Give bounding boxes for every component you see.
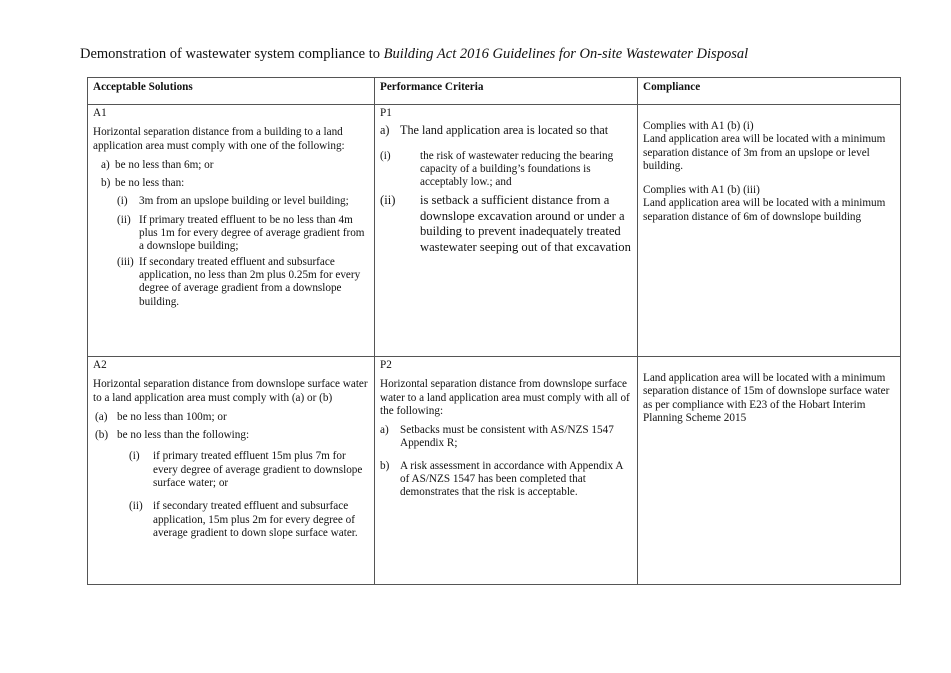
table-row xyxy=(88,105,901,357)
list-label: (i) xyxy=(380,149,391,162)
list-text: 3m from an upslope building or level building; xyxy=(139,195,349,208)
list-label: (b) xyxy=(95,429,109,442)
list-item xyxy=(93,500,369,540)
header-acceptable-solutions: Acceptable Solutions xyxy=(88,78,375,105)
code-p2: P2 xyxy=(380,359,392,371)
list-label: (a) xyxy=(95,410,108,423)
cell-a1 xyxy=(88,105,375,357)
list-label: b) xyxy=(101,177,111,190)
list-item xyxy=(93,159,369,172)
title-italic: Building Act 2016 Guidelines for On-site Wastewater Disposal xyxy=(383,46,749,62)
list-text: if secondary treated effluent and subsurface application, 15m plus 2m for every degree of average gradient to down slope surface water. xyxy=(153,500,358,539)
header-compliance: Compliance xyxy=(638,78,901,105)
compliance-head: Complies with A1 (b) (i) xyxy=(643,120,754,132)
list-label: b) xyxy=(380,459,390,472)
list-label: (i) xyxy=(129,450,140,463)
list-text: is setback a sufficient distance from a downslope excavation around or under a building to prevent inadequately treated wastewater seeping out of that excavation xyxy=(420,193,631,254)
list-item xyxy=(93,411,369,424)
table-row xyxy=(88,357,901,585)
list-text: If primary treated effluent to be no less than 4m plus 1m for every degree of average gradient from a downslope building; xyxy=(139,213,365,253)
code-a1: A1 xyxy=(93,107,107,119)
list-label: (iii) xyxy=(117,255,134,268)
list-item xyxy=(380,424,632,451)
compliance-head: Complies with A1 (b) (iii) xyxy=(643,184,760,197)
list-item xyxy=(93,450,369,490)
list-label: (ii) xyxy=(117,213,131,226)
list-label: (i) xyxy=(117,195,128,208)
list-text: The land application area is located so that xyxy=(400,123,609,138)
header-performance-criteria: Performance Criteria xyxy=(375,78,638,105)
header-row xyxy=(88,78,901,105)
cell-p1 xyxy=(375,105,638,357)
list-text: be no less than 100m; or xyxy=(117,410,227,423)
list-item xyxy=(93,195,369,208)
list-item xyxy=(380,124,632,137)
list-item xyxy=(380,150,632,190)
list-item xyxy=(93,256,369,309)
cell-compliance-1 xyxy=(638,105,901,357)
compliance-text: Land application area will be located with a minimum separation distance of 15m of downslope surface water as per compliance with E23 of the Hobart Interim Planning Scheme 2015 xyxy=(643,372,890,424)
compliance-body: Land application area will be located with a minimum separation distance of 3m from an upslope or level building. xyxy=(643,133,886,172)
compliance-table xyxy=(87,77,901,585)
list-text: if primary treated effluent 15m plus 7m for every degree of average gradient to downslope surface water; or xyxy=(153,450,363,490)
a2-intro: Horizontal separation distance from downslope surface water to a land application area must comply with (a) or (b) xyxy=(93,378,368,404)
code-p1: P1 xyxy=(380,107,392,119)
list-item xyxy=(93,429,369,442)
list-text: be no less than 6m; or xyxy=(115,158,214,171)
list-label: a) xyxy=(380,424,389,437)
list-text: If secondary treated effluent and subsurface application, no less than 2m plus 0.25m for every degree of average gradient from a downslope building. xyxy=(139,255,361,308)
list-label: a) xyxy=(380,123,390,138)
p2-intro: Horizontal separation distance from downslope surface water to a land application area must comply with all of the following: xyxy=(380,378,630,417)
list-item xyxy=(380,460,632,500)
list-item xyxy=(93,214,369,254)
cell-a2 xyxy=(88,357,375,585)
a1-intro: Horizontal separation distance from a building to a land application area must comply with one of the following: xyxy=(93,126,345,152)
list-text: be no less than: xyxy=(115,177,185,190)
title-prefix: Demonstration of wastewater system compliance to xyxy=(80,46,384,62)
list-item xyxy=(93,177,369,190)
list-text: Setbacks must be consistent with AS/NZS 1547 Appendix R; xyxy=(400,424,614,450)
compliance-body: Land application area will be located with a minimum separation distance of 6m of downslope building xyxy=(643,197,886,223)
list-label: (ii) xyxy=(380,193,396,208)
code-a2: A2 xyxy=(93,359,107,371)
list-label: (ii) xyxy=(129,500,143,513)
cell-compliance-2 xyxy=(638,357,901,585)
list-label: a) xyxy=(101,158,110,171)
list-item xyxy=(380,193,632,255)
page-title xyxy=(80,46,748,63)
list-text: A risk assessment in accordance with Appendix A of AS/NZS 1547 has been completed that demonstrates that the risk is acceptable. xyxy=(400,459,623,499)
list-text: be no less than the following: xyxy=(117,429,250,442)
list-text: the risk of wastewater reducing the bearing capacity of a building’s foundations is acceptably low.; and xyxy=(420,149,614,189)
cell-p2 xyxy=(375,357,638,585)
